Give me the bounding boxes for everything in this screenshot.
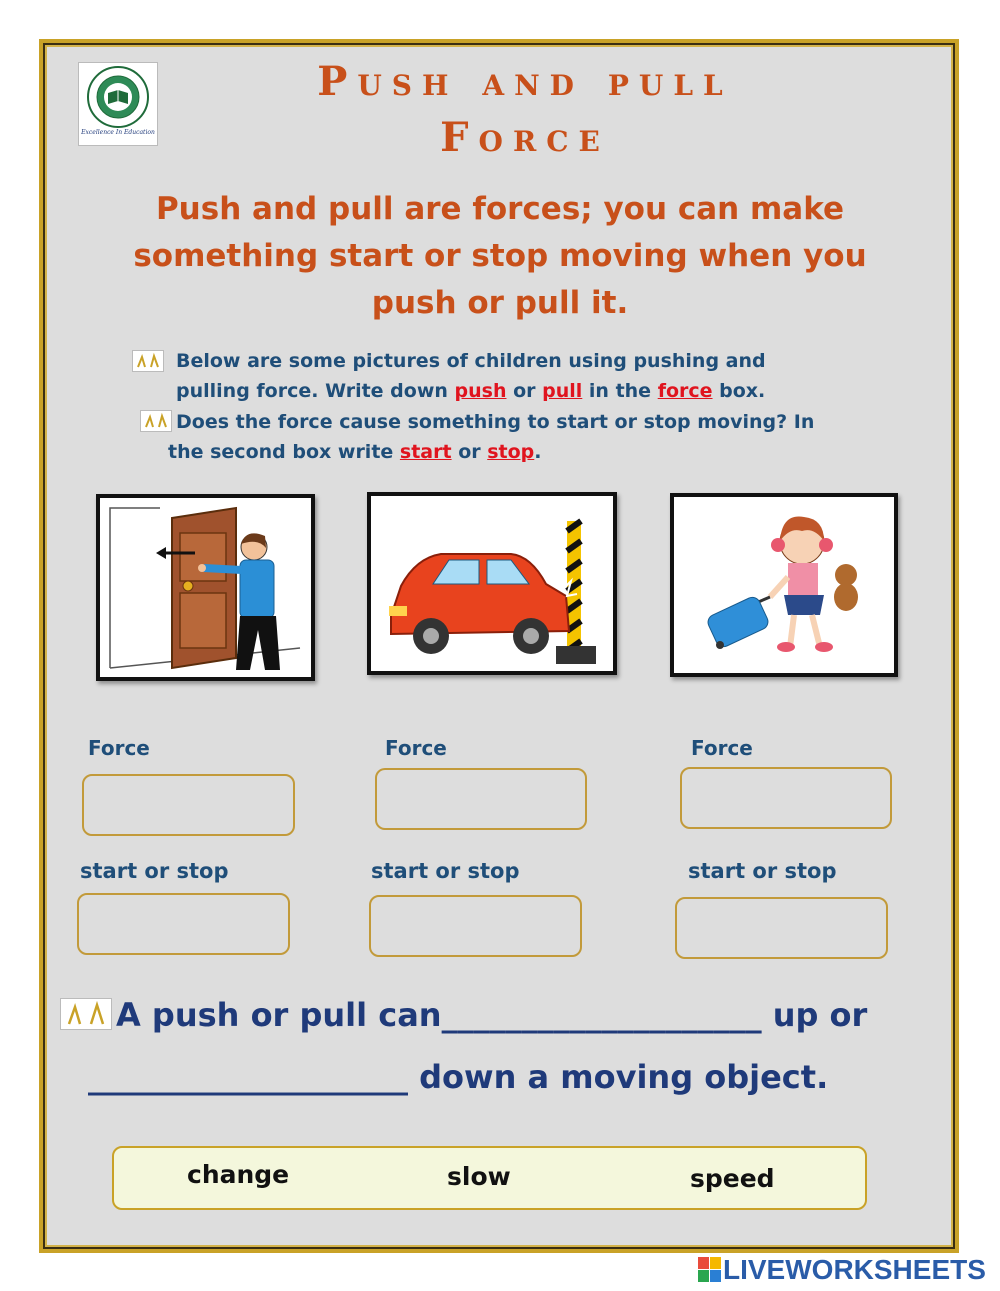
force-answer-1-input[interactable] <box>82 774 295 836</box>
start-stop-answer-3-input[interactable] <box>675 897 888 959</box>
word-pull: pull <box>542 380 583 402</box>
instruction-2-line1: Does the force cause something to start or stop moving? In <box>176 411 815 433</box>
liveworksheets-logo-icon <box>697 1256 723 1284</box>
instruction-1-line1: Below are some pictures of children using pushing and <box>176 350 766 372</box>
force-label-3: Force <box>691 736 753 760</box>
word-force: force <box>657 380 713 402</box>
force-label-2: Force <box>385 736 447 760</box>
start-stop-label-1: start or stop <box>80 859 229 883</box>
page-title-line2: Force <box>440 114 610 161</box>
intro-text <box>80 186 920 327</box>
word-push: push <box>454 380 507 402</box>
intro-line2: something start or stop moving when you <box>133 238 867 274</box>
word-bank-item-speed[interactable]: speed <box>690 1164 775 1193</box>
blank-2[interactable]: ____________________ <box>88 1058 408 1096</box>
liveworksheets-brand <box>697 1255 986 1285</box>
word-bank-item-change[interactable]: change <box>187 1160 290 1189</box>
word-start: start <box>399 441 452 463</box>
sentence-line1: A push or pull can____________________ up or <box>116 996 868 1034</box>
start-stop-label-3: start or stop <box>688 859 837 883</box>
force-answer-3-input[interactable] <box>680 767 892 829</box>
push-pull-mini-icon-3 <box>60 998 112 1030</box>
instruction-2-line2: the second box write start or stop. <box>168 441 542 463</box>
word-bank-item-slow[interactable]: slow <box>447 1162 511 1191</box>
page-title-line1: Push and pull <box>317 58 733 105</box>
word-stop: stop <box>487 441 535 463</box>
push-pull-mini-icon-2 <box>140 410 172 432</box>
picture-boy-pushing-door <box>96 494 315 681</box>
force-answer-2-input[interactable] <box>375 768 587 830</box>
start-stop-answer-1-input[interactable] <box>77 893 290 955</box>
picture-car-crash <box>367 492 617 675</box>
instruction-1-line2: pulling force. Write down push or pull in the force box. <box>176 380 766 402</box>
force-label-1: Force <box>88 736 150 760</box>
sentence-line2: ____________________ down a moving object. <box>88 1058 829 1096</box>
intro-line3: push or pull it. <box>371 285 629 321</box>
school-motto: Excellence In Education <box>81 129 155 136</box>
blank-1[interactable]: ____________________ <box>441 996 762 1034</box>
picture-girl-pulling-suitcase <box>670 493 898 677</box>
start-stop-answer-2-input[interactable] <box>369 895 582 957</box>
push-pull-mini-icon <box>132 350 164 372</box>
school-logo <box>78 62 158 146</box>
intro-line1: Push and pull are forces; you can make <box>155 191 845 227</box>
start-stop-label-2: start or stop <box>371 859 520 883</box>
liveworksheets-wordmark: LIVEWORKSHEETS <box>723 1254 986 1285</box>
